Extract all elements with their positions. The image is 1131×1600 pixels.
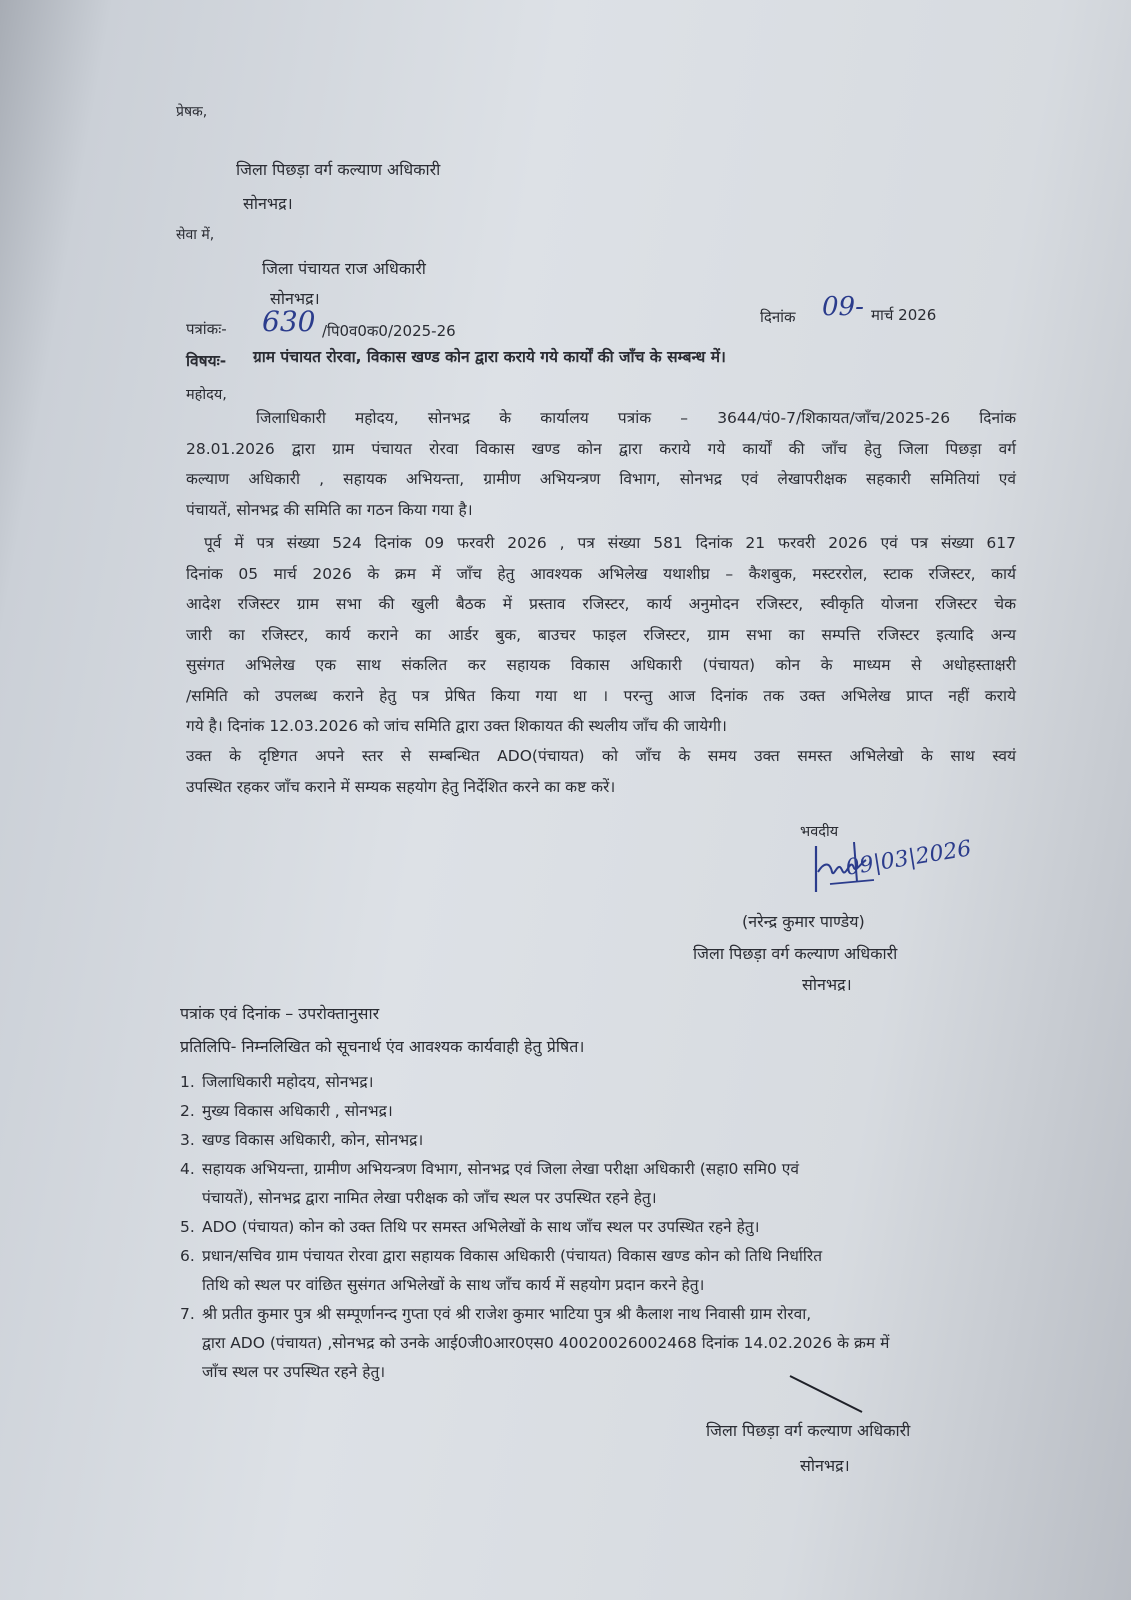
body-paragraph-1 (186, 403, 1016, 525)
signature-date-handwritten: 09|03|2026 (843, 836, 974, 881)
body-line: उपस्थित रहकर जाँच कराने में सम्यक सहयोग हेतु निर्देशित करने का कष्ट करें। (186, 777, 616, 796)
list-item-text (202, 1300, 1010, 1387)
list-item-text (202, 1242, 1010, 1300)
list-item-text: खण्ड विकास अधिकारी, कोन, सोनभद्र। (202, 1131, 424, 1149)
body-line: सुसंगत अभिलेख एक साथ संकलित कर सहायक विकास अधिकारी (पंचायत) कोन के माध्यम से अधोहस्ताक्षरी (186, 656, 1016, 674)
list-item-line: जाँच स्थल पर उपस्थित रहने हेतु। (202, 1363, 386, 1381)
reference-number-handwritten: 630 (262, 305, 316, 338)
reference-label: पत्रांकः- (186, 320, 227, 338)
list-item-number: 1. (180, 1073, 195, 1091)
copy-list (180, 1068, 1010, 1387)
subject-text: ग्राम पंचायत रोरवा, विकास खण्ड कोन द्वारा कराये गये कार्यों की जाँच के सम्बन्ध में। (253, 348, 726, 366)
footer-place: सोनभद्र। (800, 1456, 850, 1475)
recipient-name: जिला पंचायत राज अधिकारी (262, 259, 426, 278)
list-item-text: ADO (पंचायत) कोन को उक्त तिथि पर समस्त अभिलेखों के साथ जाँच स्थल पर उपस्थित रहने हेतु। (202, 1218, 760, 1236)
list-item (180, 1126, 1010, 1155)
sender-place: सोनभद्र। (243, 194, 293, 213)
body-line: 28.01.2026 द्वारा ग्राम पंचायत रोरवा विकास खण्ड कोन द्वारा कराये गये कार्यों की जाँच हेतु जिला पिछड़ा वर्ग (186, 439, 1016, 458)
signatory-place: सोनभद्र। (802, 975, 852, 994)
list-item-text: जिलाधिकारी महोदय, सोनभद्र। (202, 1073, 374, 1091)
list-item-number: 2. (180, 1102, 195, 1120)
body-paragraph-3 (186, 741, 1016, 802)
recipient-label: सेवा में, (176, 227, 215, 243)
list-item-number: 7. (180, 1305, 195, 1323)
closing-text: भवदीय (800, 824, 839, 840)
list-item (180, 1300, 1010, 1387)
body-paragraph-2 (186, 528, 1016, 742)
subject-label: विषयः- (186, 352, 227, 370)
list-item-line: तिथि को स्थल पर वांछित सुसंगत अभिलेखों के साथ जाँच कार्य में सहयोग प्रदान करने हेतु। (202, 1276, 705, 1294)
body-line: /समिति को उपलब्ध कराने हेतु पत्र प्रेषित किया गया था । परन्तु आज दिनांक तक उक्त अभिलेख प्राप्त नहीं कराये (186, 686, 1016, 705)
body-line: दिनांक 05 मार्च 2026 के क्रम में जाँच हेतु आवश्यक अभिलेख यथाशीघ्र – कैशबुक, मस्टररोल, स्टाक रजिस्टर, कार्य (186, 564, 1016, 583)
list-item (180, 1213, 1010, 1242)
sender-label: प्रेषक, (176, 104, 208, 120)
copy-ref-line: पत्रांक एवं दिनांक – उपरोक्तानुसार (180, 1004, 380, 1023)
date-month-year: मार्च 2026 (871, 306, 937, 324)
list-item-number: 6. (180, 1247, 195, 1265)
footer-designation: जिला पिछड़ा वर्ग कल्याण अधिकारी (706, 1421, 911, 1440)
date-day-handwritten: 09- (822, 292, 864, 322)
sender-name: जिला पिछड़ा वर्ग कल्याण अधिकारी (236, 160, 441, 179)
body-line: गये है। दिनांक 12.03.2026 को जांच समिति द्वारा उक्त शिकायत की स्थलीय जाँच की जायेगी। (186, 717, 727, 735)
copy-intro: प्रतिलिपि- निम्नलिखित को सूचनार्थ एंव आवश्यक कार्यवाही हेतु प्रेषित। (180, 1037, 585, 1056)
initial-stroke (786, 1372, 866, 1416)
list-item-number: 5. (180, 1218, 195, 1236)
list-item-line: श्री प्रतीत कुमार पुत्र श्री सम्पूर्णानन्द गुप्ता एवं श्री राजेश कुमार भाटिया पुत्र श्री कैलाश नाथ निवासी ग्राम रोरवा, (202, 1305, 812, 1323)
list-item (180, 1068, 1010, 1097)
list-item (180, 1155, 1010, 1213)
recipient-place: सोनभद्र। (270, 289, 320, 308)
body-line: आदेश रजिस्टर ग्राम सभा की खुली बैठक में प्रस्ताव रजिस्टर, कार्य अनुमोदन रजिस्टर, स्वीकृति योजना रजिस्टर चेक (186, 595, 1016, 613)
body-line: पूर्व में पत्र संख्या 524 दिनांक 09 फरवरी 2026 , पत्र संख्या 581 दिनांक 21 फरवरी 2026 एवं पत्र संख्या 617 (204, 534, 1016, 552)
list-item (180, 1242, 1010, 1300)
reference-suffix: /पि0व0क0/2025-26 (322, 322, 456, 340)
list-item (180, 1097, 1010, 1126)
signatory-name: (नरेन्द्र कुमार पाण्डेय) (742, 912, 865, 931)
list-item-line: पंचायतें), सोनभद्र द्वारा नामित लेखा परीक्षक को जाँच स्थल पर उपस्थित रहने हेतु। (202, 1189, 657, 1207)
list-item-text (202, 1155, 1010, 1213)
date-label: दिनांक (760, 308, 796, 326)
list-item-line: द्वारा ADO (पंचायत) ,सोनभद्र को उनके आई0जी0आर0एस0 40020026002468 दिनांक 14.02.2026 के क्रम में (202, 1334, 890, 1352)
list-item-line: प्रधान/सचिव ग्राम पंचायत रोरवा द्वारा सहायक विकास अधिकारी (पंचायत) विकास खण्ड कोन को तिथि निर्धारित (202, 1247, 823, 1265)
list-item-line: सहायक अभियन्ता, ग्रामीण अभियन्त्रण विभाग, सोनभद्र एवं जिला लेखा परीक्षा अधिकारी (सहा0 समि0 एवं (202, 1160, 799, 1178)
body-line: जारी का रजिस्टर, कार्य कराने का आर्डर बुक, बाउचर फाइल रजिस्टर, ग्राम सभा का सम्पत्ति रजिस्टर इत्यादि अन्य (186, 625, 1016, 644)
body-line: पंचायतें, सोनभद्र की समिति का गठन किया गया है। (186, 500, 473, 519)
list-item-number: 4. (180, 1160, 195, 1178)
list-item-text: मुख्य विकास अधिकारी , सोनभद्र। (202, 1102, 393, 1120)
body-line: जिलाधिकारी महोदय, सोनभद्र के कार्यालय पत्रांक – 3644/पं0-7/शिकायत/जाँच/2025-26 दिनांक (256, 409, 1016, 427)
salutation: महोदय, (186, 387, 227, 403)
list-item-number: 3. (180, 1131, 195, 1149)
signatory-designation: जिला पिछड़ा वर्ग कल्याण अधिकारी (693, 944, 898, 963)
body-line: कल्याण अधिकारी , सहायक अभियन्ता, ग्रामीण अभियन्त्रण विभाग, सोनभद्र एवं लेखापरीक्षक सहकारी समितियां एवं (186, 470, 1016, 488)
body-line: उक्त के दृष्टिगत अपने स्तर से सम्बन्धित ADO(पंचायत) को जाँच के समय उक्त समस्त अभिलेखो के साथ स्वयं (186, 747, 1016, 765)
